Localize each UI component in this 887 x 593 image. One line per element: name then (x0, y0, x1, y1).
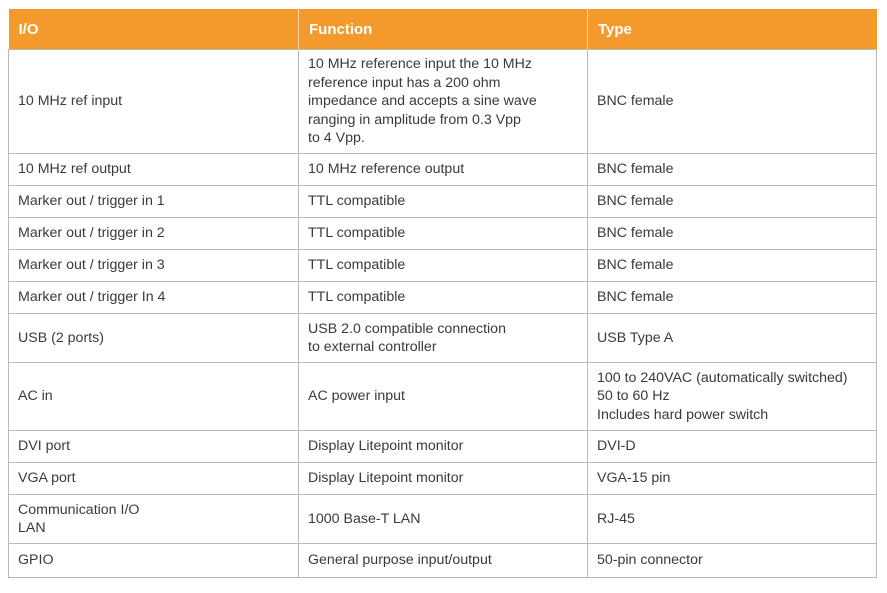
table-row (9, 154, 877, 186)
table-row (9, 282, 877, 314)
cell-io: AC in (9, 363, 299, 431)
io-spec-table (8, 9, 877, 578)
table-row (9, 218, 877, 250)
cell-function: TTL compatible (299, 218, 588, 250)
cell-function: General purpose input/output (299, 544, 588, 578)
table-row (9, 495, 877, 544)
cell-type: RJ-45 (588, 495, 877, 544)
cell-function: Display Litepoint monitor (299, 431, 588, 463)
cell-io: GPIO (9, 544, 299, 578)
table-row (9, 186, 877, 218)
header-function: Function (299, 9, 588, 50)
cell-io: VGA port (9, 463, 299, 495)
cell-io: Communication I/O LAN (9, 495, 299, 544)
cell-type: 50-pin connector (588, 544, 877, 578)
cell-function: 1000 Base-T LAN (299, 495, 588, 544)
cell-io: 10 MHz ref input (9, 50, 299, 154)
cell-io: DVI port (9, 431, 299, 463)
io-spec-table-wrapper (8, 9, 876, 578)
cell-io: USB (2 ports) (9, 314, 299, 363)
table-row (9, 431, 877, 463)
cell-function: 10 MHz reference input the 10 MHz reference input has a 200 ohm impedance and accepts a sine wave ranging in amplitude from 0.3 Vpp to 4 Vpp. (299, 50, 588, 154)
cell-function: TTL compatible (299, 250, 588, 282)
cell-io: 10 MHz ref output (9, 154, 299, 186)
header-type: Type (588, 9, 877, 50)
table-row (9, 314, 877, 363)
cell-io: Marker out / trigger in 1 (9, 186, 299, 218)
table-row (9, 544, 877, 578)
cell-function: TTL compatible (299, 282, 588, 314)
header-io: I/O (9, 9, 299, 50)
cell-io: Marker out / trigger in 3 (9, 250, 299, 282)
cell-type: BNC female (588, 50, 877, 154)
table-row (9, 363, 877, 431)
cell-function: USB 2.0 compatible connection to external controller (299, 314, 588, 363)
cell-type: BNC female (588, 186, 877, 218)
cell-type: 100 to 240VAC (automatically switched) 50 to 60 Hz Includes hard power switch (588, 363, 877, 431)
cell-type: DVI-D (588, 431, 877, 463)
table-row (9, 463, 877, 495)
cell-type: BNC female (588, 282, 877, 314)
header-row (9, 9, 877, 50)
cell-type: BNC female (588, 218, 877, 250)
cell-function: 10 MHz reference output (299, 154, 588, 186)
cell-type: BNC female (588, 250, 877, 282)
cell-type: BNC female (588, 154, 877, 186)
cell-io: Marker out / trigger In 4 (9, 282, 299, 314)
table-row (9, 50, 877, 154)
cell-type: VGA-15 pin (588, 463, 877, 495)
cell-type: USB Type A (588, 314, 877, 363)
cell-function: Display Litepoint monitor (299, 463, 588, 495)
cell-function: AC power input (299, 363, 588, 431)
cell-function: TTL compatible (299, 186, 588, 218)
cell-io: Marker out / trigger in 2 (9, 218, 299, 250)
table-row (9, 250, 877, 282)
